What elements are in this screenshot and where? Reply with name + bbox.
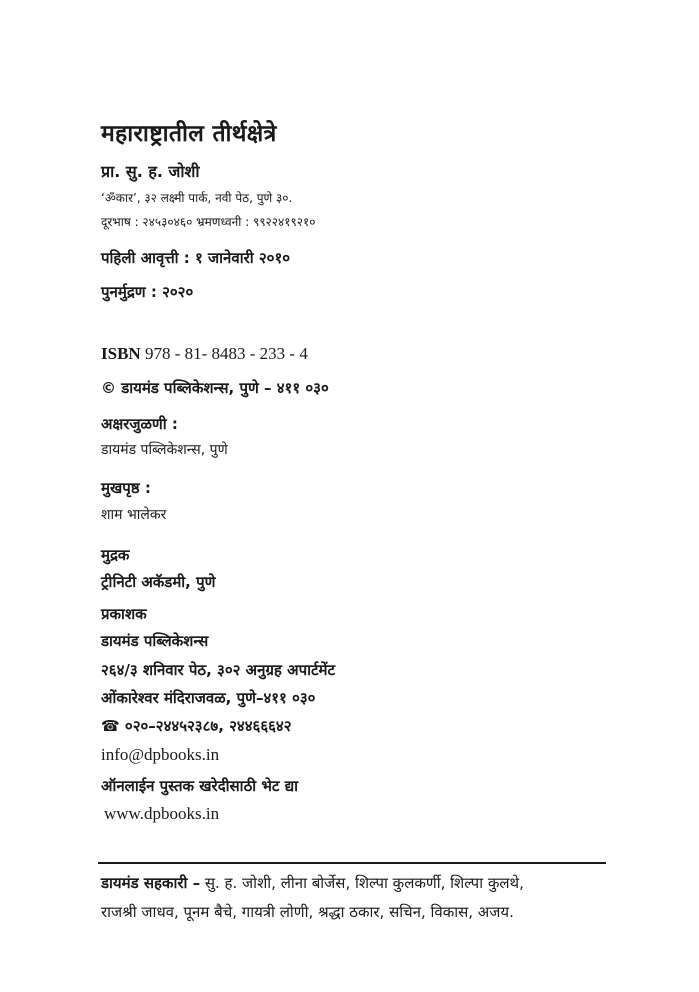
publisher-address-line1: २६४/३ शनिवार पेठ, ३०२ अनुग्रह अपार्टमेंट	[101, 661, 336, 679]
author-phone: दूरभाष : २४५३०४६० भ्रमणध्वनी : ९९२२४१९२१०	[101, 215, 316, 229]
footer-divider	[98, 862, 606, 864]
isbn-line	[101, 344, 308, 364]
footer-names-2: राजश्री जाधव, पूनम बैचे, गायत्री लोणी, श्रद्धा ठकार, सचिन, विकास, अजय.	[101, 903, 514, 921]
publisher-phone: ☎ ०२०–२४४५२३८७, २४४६६६४२	[101, 717, 292, 735]
typesetting-value: डायमंड पब्लिकेशन्स, पुणे	[101, 442, 228, 458]
publisher-address-line2: ओंकारेश्वर मंदिराजवळ, पुणे–४११ ०३०	[101, 689, 316, 707]
printer-label: मुद्रक	[101, 546, 130, 564]
isbn-label: ISBN	[101, 344, 141, 363]
footer-names-1: सु. ह. जोशी, लीना बोर्जेस, शिल्पा कुलकर्णी, शिल्पा कुलथे,	[204, 874, 524, 892]
publisher-label: प्रकाशक	[101, 605, 147, 623]
printer-value: ट्रीनिटी अकॅडमी, पुणे	[101, 573, 216, 591]
online-purchase-text: ऑनलाईन पुस्तक खरेदीसाठी भेट द्या	[101, 777, 299, 795]
book-title: महाराष्ट्रातील तीर्थक्षेत्रे	[101, 121, 277, 147]
author-name: प्रा. सु. ह. जोशी	[101, 162, 200, 181]
footer-line-1	[101, 873, 524, 893]
publisher-website[interactable]: www.dpbooks.in	[104, 804, 220, 823]
cover-label: मुखपृष्ठ :	[101, 479, 151, 497]
typesetting-label: अक्षरजुळणी :	[101, 415, 178, 433]
publisher-name: डायमंड पब्लिकेशन्स	[101, 632, 209, 650]
cover-value: शाम भालेकर	[101, 507, 167, 523]
author-address: ‘ॐकार’, ३२ लक्ष्मी पार्क, नवी पेठ, पुणे ३०.	[101, 191, 293, 205]
copyright: © डायमंड पब्लिकेशन्स, पुणे – ४११ ०३०	[101, 379, 329, 397]
footer-label: डायमंड सहकारी –	[101, 874, 201, 892]
reprint: पुनर्मुद्रण : २०२०	[101, 283, 194, 301]
first-edition: पहिली आवृत्ती : १ जानेवारी २०१०	[101, 249, 291, 267]
publisher-email[interactable]: info@dpbooks.in	[101, 745, 220, 764]
isbn-number: 978 - 81- 8483 - 233 - 4	[144, 344, 308, 363]
